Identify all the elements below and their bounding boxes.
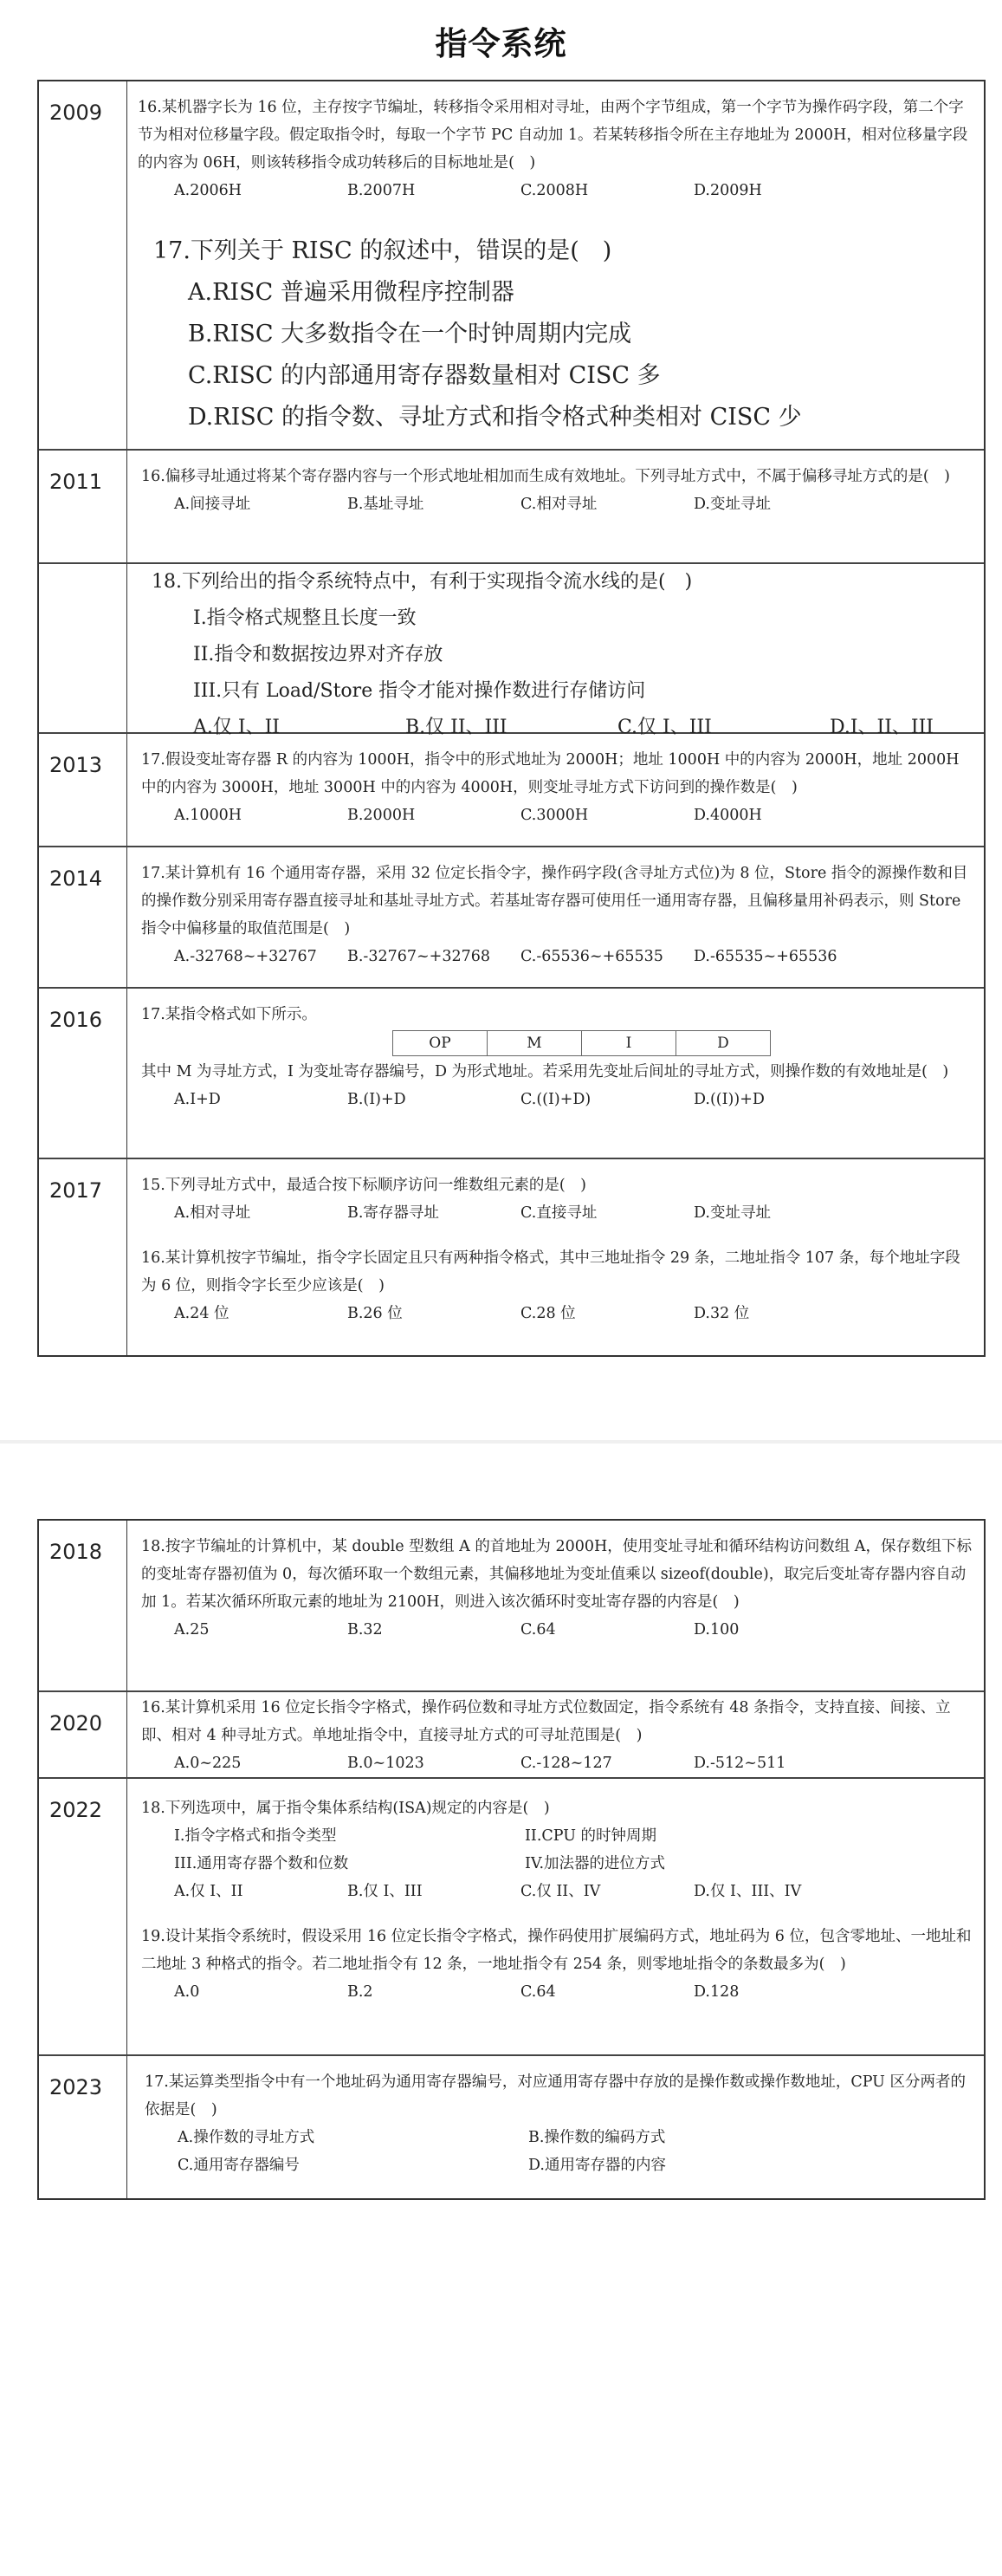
table-row <box>39 1692 984 1779</box>
option: C.((I)+D) <box>520 1091 592 1108</box>
format-field: I <box>581 1030 676 1056</box>
option: B.2 <box>347 1983 373 2001</box>
question-cell <box>127 81 984 449</box>
option: D.128 <box>694 1983 740 2001</box>
question-text: 19.设计某指令系统时，假设采用 16 位定长指令字格式，操作码使用扩展编码方式，地址码为 6 位，包含零地址、一地址和二地址 3 种格式的指令。若二地址指令有 12 条，一地址指令有 254 条，则零地址指令的条数最多为( ) <box>141 1928 972 1973</box>
table-row <box>39 451 984 564</box>
question-cell <box>127 564 1002 738</box>
option: B.RISC 大多数指令在一个时钟周期内完成 <box>188 321 632 347</box>
option: D.32 位 <box>694 1305 750 1322</box>
question-text: 17.某指令格式如下所示。 <box>141 1006 317 1023</box>
question-cell <box>127 989 984 1158</box>
option: A.25 <box>174 1621 210 1638</box>
option: B.26 位 <box>347 1305 403 1322</box>
option: D.变址寻址 <box>694 1204 771 1222</box>
question-text: 15.下列寻址方式中，最适合按下标顺序访问一维数组元素的是( ) <box>141 1177 586 1194</box>
option: C.RISC 的内部通用寄存器数量相对 CISC 多 <box>188 362 661 389</box>
option: D.I、II、III <box>830 717 934 738</box>
option: D.-512~511 <box>694 1755 786 1772</box>
table-row <box>39 2056 984 2198</box>
option: A.2006H <box>174 182 242 199</box>
options <box>174 801 972 829</box>
option: B.-32767~+32768 <box>347 948 491 965</box>
options <box>174 943 972 970</box>
options <box>174 177 972 204</box>
question-cell <box>127 1521 984 1690</box>
option: A.相对寻址 <box>174 1204 251 1222</box>
question-text: 18.下列选项中，属于指令集体系结构(ISA)规定的内容是( ) <box>141 1800 550 1817</box>
table-row <box>39 734 984 847</box>
option: B.寄存器寻址 <box>347 1204 439 1222</box>
option: D.100 <box>694 1621 740 1638</box>
year-cell <box>39 564 127 732</box>
question-cell <box>127 734 984 846</box>
year-cell: 2023 <box>39 2056 127 2198</box>
year-cell: 2022 <box>39 1779 127 2054</box>
option: D.-65535~+65536 <box>694 948 837 965</box>
option: C.-128~127 <box>520 1755 612 1772</box>
options <box>174 1086 972 1113</box>
question-text: 16.某计算机按字节编址，指令字长固定且只有两种指令格式，其中三地址指令 29 条，二地址指令 107 条，每个地址字段为 6 位，则指令字长至少应该是( ) <box>141 1249 960 1294</box>
option: B.仅 II、III <box>405 717 507 738</box>
question-block <box>138 230 972 438</box>
table-row <box>39 1159 984 1355</box>
option: C.通用寄存器编号 <box>178 2157 300 2174</box>
option: B.操作数的编码方式 <box>528 2129 666 2146</box>
question-text: 18.下列给出的指令系统特点中，有利于实现指令流水线的是( ) <box>152 571 693 593</box>
year-cell: 2014 <box>39 847 127 987</box>
options <box>178 2151 972 2179</box>
option: A.24 位 <box>174 1305 229 1322</box>
option: D.((I))+D <box>694 1091 765 1108</box>
table-row <box>39 847 984 989</box>
spacer <box>141 1227 972 1244</box>
option: A.I+D <box>174 1091 221 1108</box>
option: A.间接寻址 <box>174 496 251 513</box>
option: A.-32768~+32767 <box>174 948 317 965</box>
instruction-format-table <box>392 1030 972 1056</box>
options <box>174 1300 972 1327</box>
question-text: 17.某运算类型指令中有一个地址码为通用寄存器编号，对应通用寄存器中存放的是操作数或操作数地址，CPU 区分两者的依据是( ) <box>145 2073 966 2119</box>
statement: II.指令和数据按边界对齐存放 <box>193 644 443 665</box>
option: C.28 位 <box>520 1305 576 1322</box>
option: D.通用寄存器的内容 <box>528 2157 666 2174</box>
option: D.2009H <box>694 182 762 199</box>
statement: IV.加法器的进位方式 <box>525 1855 666 1872</box>
option: A.RISC 普遍采用微程序控制器 <box>188 279 514 306</box>
option: C.直接寻址 <box>520 1204 598 1222</box>
question-text: 17.下列关于 RISC 的叙述中，错误的是( ) <box>153 237 612 264</box>
spacer <box>141 1905 972 1923</box>
statements <box>174 1822 972 1850</box>
question-text: 16.偏移寻址通过将某个寄存器内容与一个形式地址相加而生成有效地址。下列寻址方式中，不属于偏移寻址方式的是( ) <box>141 468 950 485</box>
options <box>178 2124 972 2151</box>
question-cell <box>127 1779 984 2054</box>
option: D.RISC 的指令数、寻址方式和指令格式种类相对 CISC 少 <box>188 404 802 431</box>
option: B.仅 I、III <box>347 1883 423 1900</box>
format-field: D <box>676 1030 771 1056</box>
year-cell: 2011 <box>39 451 127 562</box>
exam-table-part1 <box>37 80 986 1357</box>
options <box>174 1749 972 1777</box>
question-text: 18.按字节编址的计算机中，某 double 型数组 A 的首地址为 2000H，使用变址寻址和循环结构访问数组 A，保存数组下标的变址寄存器初值为 0，每次循环取一个数组元素，其偏移地址为变址值乘以 sizeof(double)，取完后变址寄存器内容自动加 1。若某次循环所取元素的地址为 2100H，则进入该次循环时变址寄存器的内容是( ) <box>141 1538 972 1611</box>
options <box>174 1878 972 1905</box>
year-cell: 2016 <box>39 989 127 1158</box>
page-separator <box>0 1440 1002 1444</box>
table-row <box>39 1779 984 2056</box>
option: D.4000H <box>694 807 762 824</box>
option: B.32 <box>347 1621 383 1638</box>
options <box>174 490 972 518</box>
question-cell <box>127 1159 984 1355</box>
table-row <box>39 989 984 1159</box>
question-text: 17.某计算机有 16 个通用寄存器，采用 32 位定长指令字，操作码字段(含寻址方式位)为 8 位，Store 指令的源操作数和目的操作数分别采用寄存器直接寻址和基址寻址方式。若基址寄存器可使用任一通用寄存器，且偏移量用补码表示，则 Store 指令中偏移量的取值范围是( ) <box>141 865 968 938</box>
year-cell: 2020 <box>39 1692 127 1777</box>
table-row <box>39 81 984 451</box>
format-field: OP <box>392 1030 487 1056</box>
option: B.0~1023 <box>347 1755 424 1772</box>
statement: III.通用寄存器个数和位数 <box>174 1855 349 1872</box>
statement: I.指令格式规整且长度一致 <box>193 607 417 629</box>
year-cell: 2009 <box>39 81 127 449</box>
table-row <box>39 1521 984 1692</box>
option: A.0~225 <box>174 1755 242 1772</box>
option: D.仅 I、III、IV <box>694 1883 802 1900</box>
year-cell: 2017 <box>39 1159 127 1355</box>
year-cell: 2018 <box>39 1521 127 1690</box>
statement: I.指令字格式和指令类型 <box>174 1827 337 1845</box>
statement: II.CPU 的时钟周期 <box>525 1827 657 1845</box>
page-title: 指令系统 <box>435 25 567 62</box>
exam-table-part2 <box>37 1519 986 2200</box>
question-text: 16.某计算机采用 16 位定长指令字格式，操作码位数和寻址方式位数固定，指令系统有 48 条指令，支持直接、间接、立即、相对 4 种寻址方式。单地址指令中，直接寻址方式的可寻址范围是( ) <box>141 1699 951 1744</box>
option: C.仅 I、III <box>617 717 712 738</box>
option: C.仅 II、IV <box>520 1883 601 1900</box>
option: A.操作数的寻址方式 <box>178 2129 315 2146</box>
option: A.1000H <box>174 807 242 824</box>
question-cell <box>127 847 984 987</box>
option: C.3000H <box>520 807 589 824</box>
question-text: 16.某机器字长为 16 位，主存按字节编址，转移指令采用相对寻址，由两个字节组成，第一个字节为操作码字段，第二个字节为相对位移量字段。假定取指令时，每取一个字节 PC 自动加 1。若某转移指令所在主存地址为 2000H，相对位移量字段的内容为 06H，则该转移指令成功转移后的目标地址是( ) <box>138 99 968 172</box>
question-text: 其中 M 为寻址方式，I 为变址寄存器编号，D 为形式地址。若采用先变址后间址的寻址方式，则操作数的有效地址是( ) <box>141 1063 949 1080</box>
options <box>174 1616 972 1644</box>
format-field: M <box>487 1030 581 1056</box>
option: C.-65536~+65535 <box>520 948 663 965</box>
option: C.64 <box>520 1621 556 1638</box>
option: B.(I)+D <box>347 1091 406 1108</box>
question-cell <box>127 451 984 562</box>
year-cell: 2013 <box>39 734 127 846</box>
option: B.2007H <box>347 182 416 199</box>
option: A.仅 I、II <box>174 1883 243 1900</box>
question-cell <box>127 1692 984 1777</box>
option: D.变址寻址 <box>694 496 771 513</box>
option: B.基址寻址 <box>347 496 424 513</box>
option: C.相对寻址 <box>520 496 598 513</box>
option: B.2000H <box>347 807 416 824</box>
statement: III.只有 Load/Store 指令才能对操作数进行存储访问 <box>193 680 646 702</box>
question-text: 17.假设变址寄存器 R 的内容为 1000H，指令中的形式地址为 2000H；地址 1000H 中的内容为 2000H，地址 2000H 中的内容为 3000H，地址 3000H 中的内容为 4000H，则变址寻址方式下访问到的操作数是( ) <box>141 751 960 796</box>
option: C.2008H <box>520 182 589 199</box>
options <box>174 1199 972 1227</box>
question-cell <box>127 2056 984 2198</box>
statements <box>174 1850 972 1878</box>
option: A.仅 I、II <box>193 717 280 738</box>
option: C.64 <box>520 1983 556 2001</box>
table-row <box>39 564 984 738</box>
option: A.0 <box>174 1983 200 2001</box>
options <box>174 1978 972 2006</box>
